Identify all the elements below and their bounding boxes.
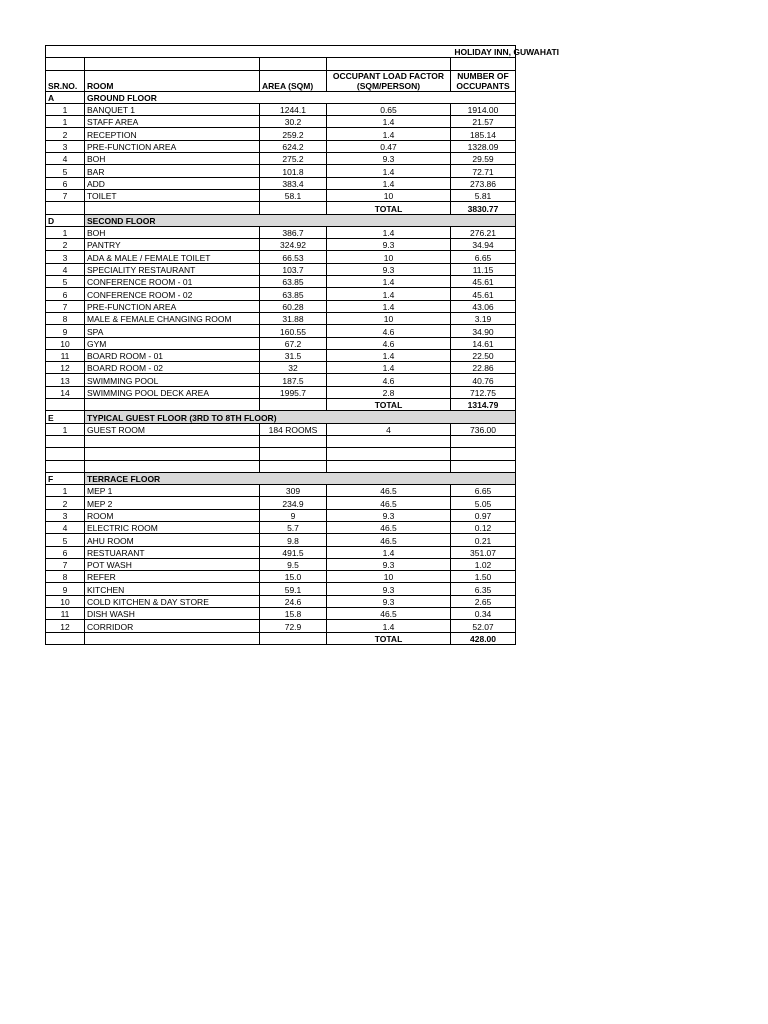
table-row	[46, 325, 516, 337]
table-row	[46, 226, 516, 238]
load-factor-cell: 4.6	[327, 374, 451, 386]
room-cell: CONFERENCE ROOM - 01	[85, 276, 260, 288]
sheet-title: HOLIDAY INN, GUWAHATI	[454, 47, 560, 58]
area-cell: 234.9	[260, 497, 327, 509]
occupants-cell: 185.14	[451, 128, 516, 140]
table-row	[46, 521, 516, 533]
sr-no-cell: 10	[46, 337, 85, 349]
room-cell: GUEST ROOM	[85, 423, 260, 435]
cell	[451, 435, 516, 447]
table-row	[46, 251, 516, 263]
sr-no-cell: 1	[46, 226, 85, 238]
occupants-cell: 5.05	[451, 497, 516, 509]
room-cell: MALE & FEMALE CHANGING ROOM	[85, 312, 260, 324]
table-row	[46, 534, 516, 546]
table-row	[46, 300, 516, 312]
cell	[46, 460, 85, 472]
area-cell: 66.53	[260, 251, 327, 263]
room-cell: BOH	[85, 226, 260, 238]
area-cell: 624.2	[260, 140, 327, 152]
header-occ: NUMBER OF OCCUPANTS	[451, 70, 516, 91]
occupants-cell: 22.50	[451, 349, 516, 361]
cell	[260, 460, 327, 472]
area-cell: 101.8	[260, 165, 327, 177]
load-factor-cell: 1.4	[327, 620, 451, 632]
room-cell: CORRIDOR	[85, 620, 260, 632]
room-cell: REFER	[85, 571, 260, 583]
table-row	[46, 509, 516, 521]
sr-no-cell: 1	[46, 423, 85, 435]
area-cell: 160.55	[260, 325, 327, 337]
sr-no-cell: 1	[46, 103, 85, 115]
room-cell: RESTUARANT	[85, 546, 260, 558]
section-header-row	[46, 411, 516, 423]
occupants-cell: 1328.09	[451, 140, 516, 152]
occupants-cell: 1.50	[451, 571, 516, 583]
table-row	[46, 128, 516, 140]
room-cell: DISH WASH	[85, 608, 260, 620]
sr-no-cell: 9	[46, 583, 85, 595]
area-cell: 1995.7	[260, 386, 327, 398]
table-row	[46, 263, 516, 275]
load-factor-cell: 46.5	[327, 608, 451, 620]
area-cell: 275.2	[260, 153, 327, 165]
sr-no-cell: 6	[46, 288, 85, 300]
cell	[451, 448, 516, 460]
occupants-cell: 0.12	[451, 521, 516, 533]
load-factor-cell: 10	[327, 312, 451, 324]
room-cell: KITCHEN	[85, 583, 260, 595]
room-cell: SWIMMING POOL DECK AREA	[85, 386, 260, 398]
table-row	[46, 165, 516, 177]
header-sr: SR.NO.	[46, 70, 85, 91]
occupants-cell: 351.07	[451, 546, 516, 558]
room-cell: POT WASH	[85, 558, 260, 570]
occupants-cell: 736.00	[451, 423, 516, 435]
area-cell: 383.4	[260, 177, 327, 189]
load-factor-cell: 4	[327, 423, 451, 435]
area-cell: 67.2	[260, 337, 327, 349]
occupants-cell: 0.21	[451, 534, 516, 546]
area-cell: 309	[260, 485, 327, 497]
table-row	[46, 337, 516, 349]
sr-no-cell: 4	[46, 263, 85, 275]
room-cell: MEP 2	[85, 497, 260, 509]
cell	[327, 435, 451, 447]
cell	[85, 632, 260, 644]
table-row	[46, 485, 516, 497]
sr-no-cell: 8	[46, 312, 85, 324]
table-row	[46, 189, 516, 201]
occupants-cell: 5.81	[451, 189, 516, 201]
area-cell: 103.7	[260, 263, 327, 275]
load-factor-cell: 9.3	[327, 263, 451, 275]
room-cell: SPA	[85, 325, 260, 337]
sr-no-cell: 9	[46, 325, 85, 337]
room-cell: COLD KITCHEN & DAY STORE	[85, 595, 260, 607]
section-name: TYPICAL GUEST FLOOR (3RD TO 8TH FLOOR)	[85, 411, 516, 423]
column-header-row	[46, 70, 516, 91]
table-row	[46, 374, 516, 386]
room-cell: STAFF AREA	[85, 116, 260, 128]
area-cell: 184 ROOMS	[260, 423, 327, 435]
total-label: TOTAL	[327, 202, 451, 214]
load-factor-cell: 9.3	[327, 239, 451, 251]
area-cell: 58.1	[260, 189, 327, 201]
cell	[451, 58, 516, 70]
sr-no-cell: 2	[46, 497, 85, 509]
room-cell: PRE-FUNCTION AREA	[85, 140, 260, 152]
cell	[85, 399, 260, 411]
table-row	[46, 583, 516, 595]
sr-no-cell: 5	[46, 534, 85, 546]
area-cell: 31.5	[260, 349, 327, 361]
occupants-cell: 34.90	[451, 325, 516, 337]
load-factor-cell: 9.3	[327, 583, 451, 595]
occupants-cell: 1.02	[451, 558, 516, 570]
load-factor-cell: 9.3	[327, 153, 451, 165]
occupants-cell: 45.61	[451, 276, 516, 288]
table-row	[46, 276, 516, 288]
load-factor-cell: 9.3	[327, 509, 451, 521]
occupants-cell: 11.15	[451, 263, 516, 275]
load-factor-cell: 2.8	[327, 386, 451, 398]
area-cell: 386.7	[260, 226, 327, 238]
room-cell: BOH	[85, 153, 260, 165]
header-room: ROOM	[85, 70, 260, 91]
area-cell: 9.8	[260, 534, 327, 546]
occupants-cell: 712.75	[451, 386, 516, 398]
cell	[260, 58, 327, 70]
load-factor-cell: 4.6	[327, 325, 451, 337]
sr-no-cell: 1	[46, 116, 85, 128]
area-cell: 259.2	[260, 128, 327, 140]
table-row	[46, 546, 516, 558]
occupants-cell: 21.57	[451, 116, 516, 128]
section-letter: F	[46, 472, 85, 484]
header-area: AREA (SQM)	[260, 70, 327, 91]
occupants-cell: 276.21	[451, 226, 516, 238]
total-value: 3830.77	[451, 202, 516, 214]
room-cell: ADD	[85, 177, 260, 189]
table-row	[46, 288, 516, 300]
occupants-cell: 29.59	[451, 153, 516, 165]
sr-no-cell: 8	[46, 571, 85, 583]
cell	[327, 58, 451, 70]
table-row	[46, 595, 516, 607]
room-cell: PANTRY	[85, 239, 260, 251]
table-row	[46, 153, 516, 165]
cell	[327, 448, 451, 460]
load-factor-cell: 46.5	[327, 521, 451, 533]
table-row	[46, 140, 516, 152]
room-cell: GYM	[85, 337, 260, 349]
cell	[85, 202, 260, 214]
table-row	[46, 608, 516, 620]
title-row	[46, 46, 516, 58]
cell	[260, 632, 327, 644]
load-factor-cell: 1.4	[327, 546, 451, 558]
table-row	[46, 239, 516, 251]
sr-no-cell: 3	[46, 140, 85, 152]
occupant-load-table	[45, 45, 560, 645]
cell	[46, 448, 85, 460]
load-factor-cell: 1.4	[327, 288, 451, 300]
room-cell: BANQUET 1	[85, 103, 260, 115]
total-row	[46, 399, 516, 411]
cell	[260, 435, 327, 447]
sr-no-cell: 1	[46, 485, 85, 497]
area-cell: 1244.1	[260, 103, 327, 115]
sr-no-cell: 7	[46, 300, 85, 312]
load-factor-cell: 46.5	[327, 534, 451, 546]
area-cell: 63.85	[260, 276, 327, 288]
blank-row	[46, 435, 516, 447]
area-cell: 24.6	[260, 595, 327, 607]
cell	[327, 460, 451, 472]
section-name: GROUND FLOOR	[85, 91, 516, 103]
area-cell: 60.28	[260, 300, 327, 312]
sr-no-cell: 10	[46, 595, 85, 607]
cell	[46, 58, 85, 70]
area-cell: 59.1	[260, 583, 327, 595]
sr-no-cell: 12	[46, 362, 85, 374]
occupants-cell: 6.35	[451, 583, 516, 595]
sr-no-cell: 4	[46, 153, 85, 165]
load-factor-cell: 1.4	[327, 128, 451, 140]
occupants-cell: 34.94	[451, 239, 516, 251]
section-name: TERRACE FLOOR	[85, 472, 516, 484]
table-row	[46, 497, 516, 509]
blank-row	[46, 460, 516, 472]
sr-no-cell: 11	[46, 608, 85, 620]
occupants-cell: 6.65	[451, 251, 516, 263]
area-cell: 15.0	[260, 571, 327, 583]
room-cell: CONFERENCE ROOM - 02	[85, 288, 260, 300]
occupants-cell: 22.86	[451, 362, 516, 374]
sr-no-cell: 11	[46, 349, 85, 361]
header-olf: OCCUPANT LOAD FACTOR (SQM/PERSON)	[327, 70, 451, 91]
table-row	[46, 177, 516, 189]
load-factor-cell: 4.6	[327, 337, 451, 349]
cell	[451, 460, 516, 472]
room-cell: BOARD ROOM - 02	[85, 362, 260, 374]
sr-no-cell: 2	[46, 128, 85, 140]
occupants-cell: 3.19	[451, 312, 516, 324]
area-cell: 9	[260, 509, 327, 521]
spreadsheet	[45, 45, 560, 645]
area-cell: 15.8	[260, 608, 327, 620]
sr-no-cell: 13	[46, 374, 85, 386]
total-label: TOTAL	[327, 399, 451, 411]
cell	[260, 399, 327, 411]
occupants-cell: 40.76	[451, 374, 516, 386]
section-header-row	[46, 91, 516, 103]
load-factor-cell: 1.4	[327, 177, 451, 189]
sheet-title-cell	[46, 46, 560, 58]
area-cell: 491.5	[260, 546, 327, 558]
table-row	[46, 349, 516, 361]
section-name: SECOND FLOOR	[85, 214, 516, 226]
room-cell: RECEPTION	[85, 128, 260, 140]
total-value: 428.00	[451, 632, 516, 644]
spacer-row	[46, 58, 516, 70]
table-row	[46, 558, 516, 570]
area-cell: 72.9	[260, 620, 327, 632]
sr-no-cell: 14	[46, 386, 85, 398]
table-row	[46, 571, 516, 583]
load-factor-cell: 46.5	[327, 497, 451, 509]
load-factor-cell: 10	[327, 251, 451, 263]
load-factor-cell: 9.3	[327, 595, 451, 607]
table-row	[46, 103, 516, 115]
occupants-cell: 45.61	[451, 288, 516, 300]
table-row	[46, 362, 516, 374]
load-factor-cell: 1.4	[327, 116, 451, 128]
room-cell: PRE-FUNCTION AREA	[85, 300, 260, 312]
room-cell: ELECTRIC ROOM	[85, 521, 260, 533]
section-header-row	[46, 472, 516, 484]
occupants-cell: 14.61	[451, 337, 516, 349]
area-cell: 5.7	[260, 521, 327, 533]
room-cell: SWIMMING POOL	[85, 374, 260, 386]
area-cell: 30.2	[260, 116, 327, 128]
load-factor-cell: 1.4	[327, 276, 451, 288]
occupants-cell: 0.34	[451, 608, 516, 620]
sr-no-cell: 7	[46, 558, 85, 570]
sr-no-cell: 4	[46, 521, 85, 533]
occupants-cell: 6.65	[451, 485, 516, 497]
room-cell: BAR	[85, 165, 260, 177]
area-cell: 63.85	[260, 288, 327, 300]
load-factor-cell: 0.47	[327, 140, 451, 152]
sr-no-cell: 2	[46, 239, 85, 251]
sr-no-cell: 7	[46, 189, 85, 201]
room-cell: ADA & MALE / FEMALE TOILET	[85, 251, 260, 263]
area-cell: 324.92	[260, 239, 327, 251]
load-factor-cell: 1.4	[327, 226, 451, 238]
cell	[85, 448, 260, 460]
cell	[260, 202, 327, 214]
area-cell: 9.5	[260, 558, 327, 570]
cell	[85, 460, 260, 472]
occupants-cell: 0.97	[451, 509, 516, 521]
area-cell: 187.5	[260, 374, 327, 386]
occupants-cell: 1914.00	[451, 103, 516, 115]
cell	[260, 448, 327, 460]
load-factor-cell: 0.65	[327, 103, 451, 115]
table-row	[46, 116, 516, 128]
load-factor-cell: 46.5	[327, 485, 451, 497]
sr-no-cell: 3	[46, 251, 85, 263]
sr-no-cell: 12	[46, 620, 85, 632]
total-row	[46, 202, 516, 214]
table-row	[46, 386, 516, 398]
area-cell: 32	[260, 362, 327, 374]
load-factor-cell: 10	[327, 571, 451, 583]
sr-no-cell: 5	[46, 276, 85, 288]
area-cell: 31.88	[260, 312, 327, 324]
load-factor-cell: 9.3	[327, 558, 451, 570]
room-cell: MEP 1	[85, 485, 260, 497]
table-row	[46, 312, 516, 324]
room-cell: BOARD ROOM - 01	[85, 349, 260, 361]
load-factor-cell: 10	[327, 189, 451, 201]
total-value: 1314.79	[451, 399, 516, 411]
cell	[46, 435, 85, 447]
cell	[46, 202, 85, 214]
occupants-cell: 72.71	[451, 165, 516, 177]
sr-no-cell: 5	[46, 165, 85, 177]
occupants-cell: 43.06	[451, 300, 516, 312]
room-cell: SPECIALITY RESTAURANT	[85, 263, 260, 275]
load-factor-cell: 1.4	[327, 300, 451, 312]
section-letter: A	[46, 91, 85, 103]
section-letter: D	[46, 214, 85, 226]
total-label: TOTAL	[327, 632, 451, 644]
occupants-cell: 273.86	[451, 177, 516, 189]
cell	[46, 632, 85, 644]
room-cell: TOILET	[85, 189, 260, 201]
table-row	[46, 423, 516, 435]
load-factor-cell: 1.4	[327, 165, 451, 177]
blank-row	[46, 448, 516, 460]
cell	[46, 399, 85, 411]
load-factor-cell: 1.4	[327, 362, 451, 374]
occupants-cell: 52.07	[451, 620, 516, 632]
cell	[85, 58, 260, 70]
total-row	[46, 632, 516, 644]
cell	[85, 435, 260, 447]
occupants-cell: 2.65	[451, 595, 516, 607]
table-row	[46, 620, 516, 632]
section-letter: E	[46, 411, 85, 423]
sr-no-cell: 3	[46, 509, 85, 521]
section-header-row	[46, 214, 516, 226]
room-cell: AHU ROOM	[85, 534, 260, 546]
load-factor-cell: 1.4	[327, 349, 451, 361]
sr-no-cell: 6	[46, 177, 85, 189]
sr-no-cell: 6	[46, 546, 85, 558]
room-cell: ROOM	[85, 509, 260, 521]
